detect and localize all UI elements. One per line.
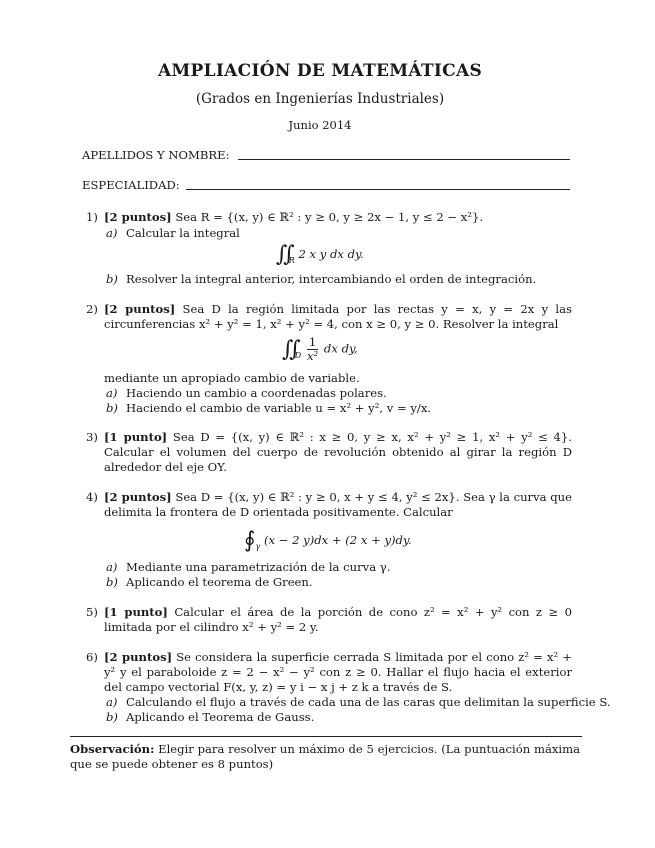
problem-6-statement: Se considera la superficie cerrada S limitada por el cono z² = x² + y² y el paraboloide z = 2 − x² − y² con z ≥ 0. Hallar el flujo hacia el exterior del campo vectorial F(x, y, z) = y i − x j + z k a través de S. [104, 650, 572, 694]
problem-2-header [104, 302, 572, 332]
problem-6a-label: a) [106, 695, 118, 709]
problem-6-number: 6) [86, 650, 98, 664]
problem-4-number: 4) [86, 490, 98, 504]
contour-integral-icon: ∮ [244, 528, 256, 553]
exam-date: Junio 2014 [288, 118, 352, 132]
problem-2b-text: Haciendo el cambio de variable u = x² + y², v = y/x. [126, 401, 432, 415]
problem-6b-text: Aplicando el Teorema de Gauss. [126, 710, 315, 724]
problem-1-statement: Sea R = {(x, y) ∈ ℝ² : y ≥ 0, y ≥ 2x − 1, y ≤ 2 − x²}. [175, 210, 484, 224]
problem-5-statement: Calcular el área de la porción de cono z² = x² + y² con z ≥ 0 limitada por el cilindro x² + y² = 2 y. [104, 605, 572, 634]
problem-1b-text: Resolver la integral anterior, intercambiando el orden de integración. [126, 272, 537, 286]
double-integral-icon: ∬ [276, 242, 289, 267]
surname-label: APELLIDOS Y NOMBRE: [82, 148, 230, 162]
problem-2-denominator: x² [306, 349, 319, 363]
problem-2-fraction [307, 336, 318, 363]
problem-4-curve: γ [255, 542, 261, 551]
problem-4-statement: Sea D = {(x, y) ∈ ℝ² : y ≥ 0, x + y ≤ 4, y² ≤ 2x}. Sea γ la curva que delimita la frontera de D orientada positivamente. Calcular [104, 490, 572, 519]
surname-answer-line [238, 159, 570, 160]
problem-2-numerator: 1 [308, 335, 317, 349]
problem-1a-label: a) [106, 226, 118, 240]
problem-5-header [104, 605, 572, 635]
problem-1-integrand: 2 x y dx dy. [298, 247, 364, 261]
problem-3-number: 3) [86, 430, 98, 444]
problem-1-formula [276, 242, 364, 267]
problem-4b-text: Aplicando el teorema de Green. [126, 575, 313, 589]
problem-1-header [104, 210, 483, 225]
problem-4-points: [2 puntos] [104, 490, 172, 504]
observation-divider [70, 736, 582, 737]
problem-2-number: 2) [86, 302, 98, 316]
problem-6a-text: Calculando el flujo a través de cada una de las caras que delimitan la superficie S. [126, 695, 611, 709]
problem-2-region: D [294, 350, 302, 360]
problem-4-header [104, 490, 572, 520]
problem-6-points: [2 puntos] [104, 650, 173, 664]
specialty-answer-line [186, 189, 570, 190]
problem-1-number: 1) [86, 210, 98, 224]
page-subtitle: (Grados en Ingenierías Industriales) [195, 91, 445, 107]
problem-2-tail: dx dy, [323, 341, 358, 356]
problem-2-statement: Sea D la región limitada por las rectas y = x, y = 2x y las circunferencias x² + y² = 1, x² + y² = 4, con x ≥ 0, y ≥ 0. Resolver la integral [104, 302, 572, 331]
double-integral-icon: ∬ [282, 336, 295, 362]
problem-2a-text: Haciendo un cambio a coordenadas polares. [126, 386, 387, 400]
problem-6b-label: b) [106, 710, 118, 724]
problem-3-statement: Sea D = {(x, y) ∈ ℝ² : x ≥ 0, y ≥ x, x² + y² ≥ 1, x² + y² ≤ 4}. Calcular el volumen del cuerpo de revolución obtenido al girar la región D alrededor del eje OY. [104, 430, 572, 474]
problem-2-points: [2 puntos] [104, 302, 176, 316]
problem-4a-text: Mediante una parametrización de la curva γ. [126, 560, 391, 574]
problem-1-points: [2 puntos] [104, 210, 172, 224]
problem-6-header [104, 650, 572, 695]
problem-4a-label: a) [106, 560, 118, 574]
problem-4-integrand: (x − 2 y)dx + (2 x + y)dy. [263, 533, 412, 547]
problem-1a-text: Calcular la integral [126, 226, 240, 240]
observation [70, 742, 580, 772]
problem-1b-label: b) [106, 272, 118, 286]
page-title: AMPLIACIÓN DE MATEMÁTICAS [157, 61, 483, 81]
problem-4-formula [244, 528, 412, 553]
problem-2-after: mediante un apropiado cambio de variable. [104, 371, 360, 385]
problem-2a-label: a) [106, 386, 118, 400]
problem-3-header [104, 430, 572, 475]
problem-2b-label: b) [106, 401, 118, 415]
problem-3-points: [1 punto] [104, 430, 168, 444]
observation-text: Elegir para resolver un máximo de 5 ejercicios. (La puntuación máxima que se puede obtener es 8 puntos) [70, 742, 581, 771]
problem-5-points: [1 punto] [104, 605, 168, 619]
observation-label: Observación: [70, 742, 155, 756]
problem-1-region: R [288, 256, 295, 265]
specialty-label: ESPECIALIDAD: [82, 178, 180, 192]
problem-2-formula [282, 336, 358, 363]
problem-4b-label: b) [106, 575, 118, 589]
problem-5-number: 5) [86, 605, 98, 619]
